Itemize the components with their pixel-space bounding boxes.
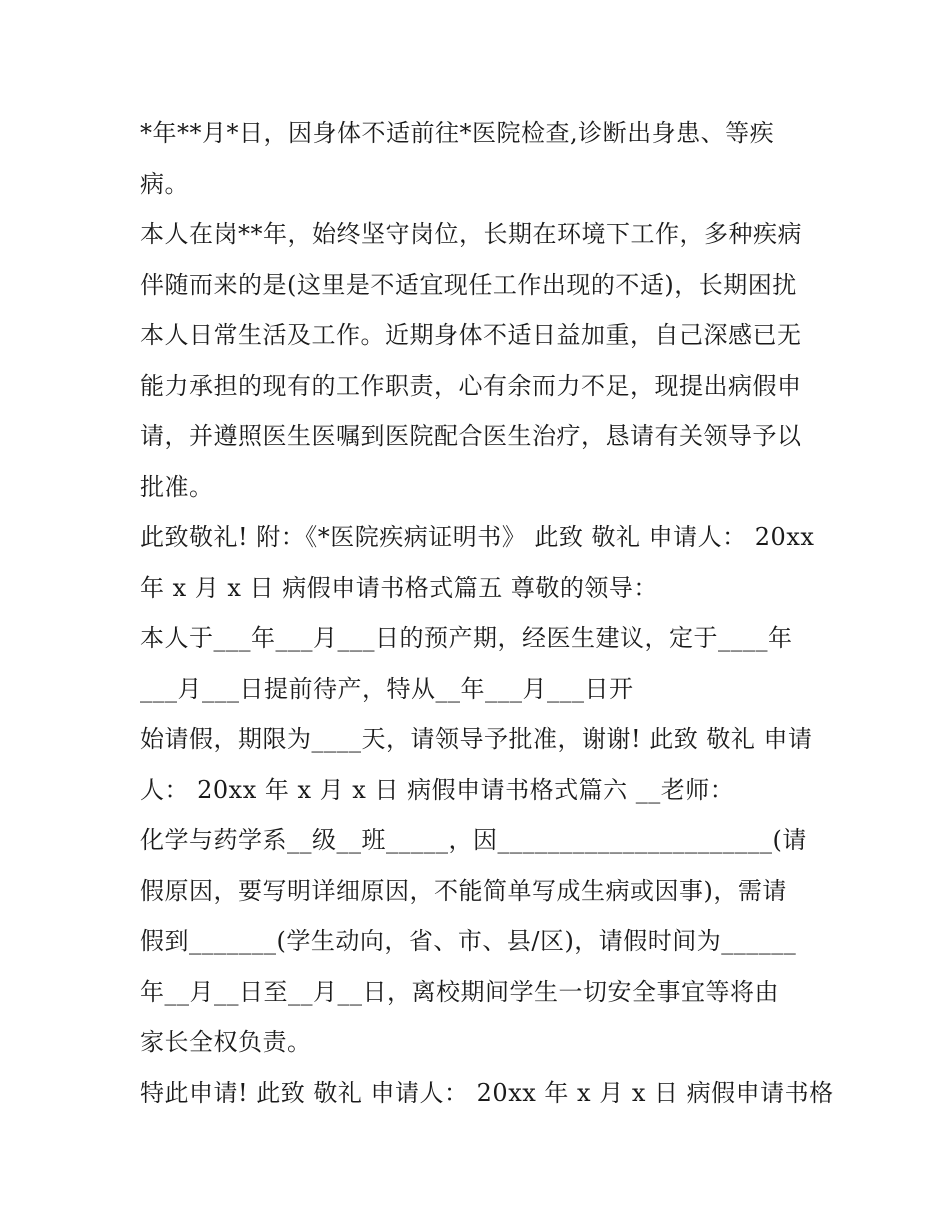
text-line: 始请假，期限为____天，请领导予批准，谢谢! 此致 敬礼 申请 — [140, 725, 813, 753]
text-line: 假到_______(学生动向，省、市、县/区)，请假时间为______ — [140, 927, 797, 955]
text-line: 年__月__日至__月__日，离校期间学生一切安全事宜等将由 — [140, 977, 779, 1006]
text-line: 化学与药学系__级__班_____，因______________________(请 — [140, 826, 807, 854]
text-line: 年 x 月 x 日 病假申请书格式篇五 尊敬的领导： — [140, 573, 658, 602]
text-line: 请，并遵照医生医嘱到医院配合医生治疗，恳请有关领导予以 — [140, 422, 802, 450]
text-line: 人： 20xx 年 x 月 x 日 病假申请书格式篇六 __老师： — [140, 775, 735, 804]
text-line: 家长全权负责。 — [140, 1028, 312, 1056]
text-line: 批准。 — [140, 472, 214, 501]
text-line: 假原因，要写明详细原因，不能简单写成生病或因事)，需请 — [140, 876, 787, 905]
text-line: 本人于___年___月___日的预产期，经医生建议，定于____年 — [140, 624, 793, 652]
text-line: *年**月*日，因身体不适前往*医院检查,诊断出身患、等疾 — [140, 119, 775, 147]
text-line: 特此申请! 此致 敬礼 申请人： 20xx 年 x 月 x 日 病假申请书格 — [140, 1078, 834, 1107]
text-line: 此致敬礼! 附：《*医院疾病证明书》 此致 敬礼 申请人： 20xx — [140, 523, 815, 551]
text-line: 能力承担的现有的工作职责，心有余而力不足，现提出病假申 — [140, 371, 802, 400]
text-line: 本人在岗**年，始终坚守岗位，长期在环境下工作，多种疾病 — [140, 220, 802, 248]
text-line: 病。 — [140, 169, 189, 198]
text-line: 本人日常生活及工作。近期身体不适日益加重，自己深感已无 — [140, 321, 802, 349]
text-line: ___月___日提前待产，特从__年___月___日开 — [140, 674, 634, 703]
document-body — [140, 108, 834, 1118]
text-line: 伴随而来的是(这里是不适宜现任工作出现的不适)，长期困扰 — [140, 270, 797, 299]
